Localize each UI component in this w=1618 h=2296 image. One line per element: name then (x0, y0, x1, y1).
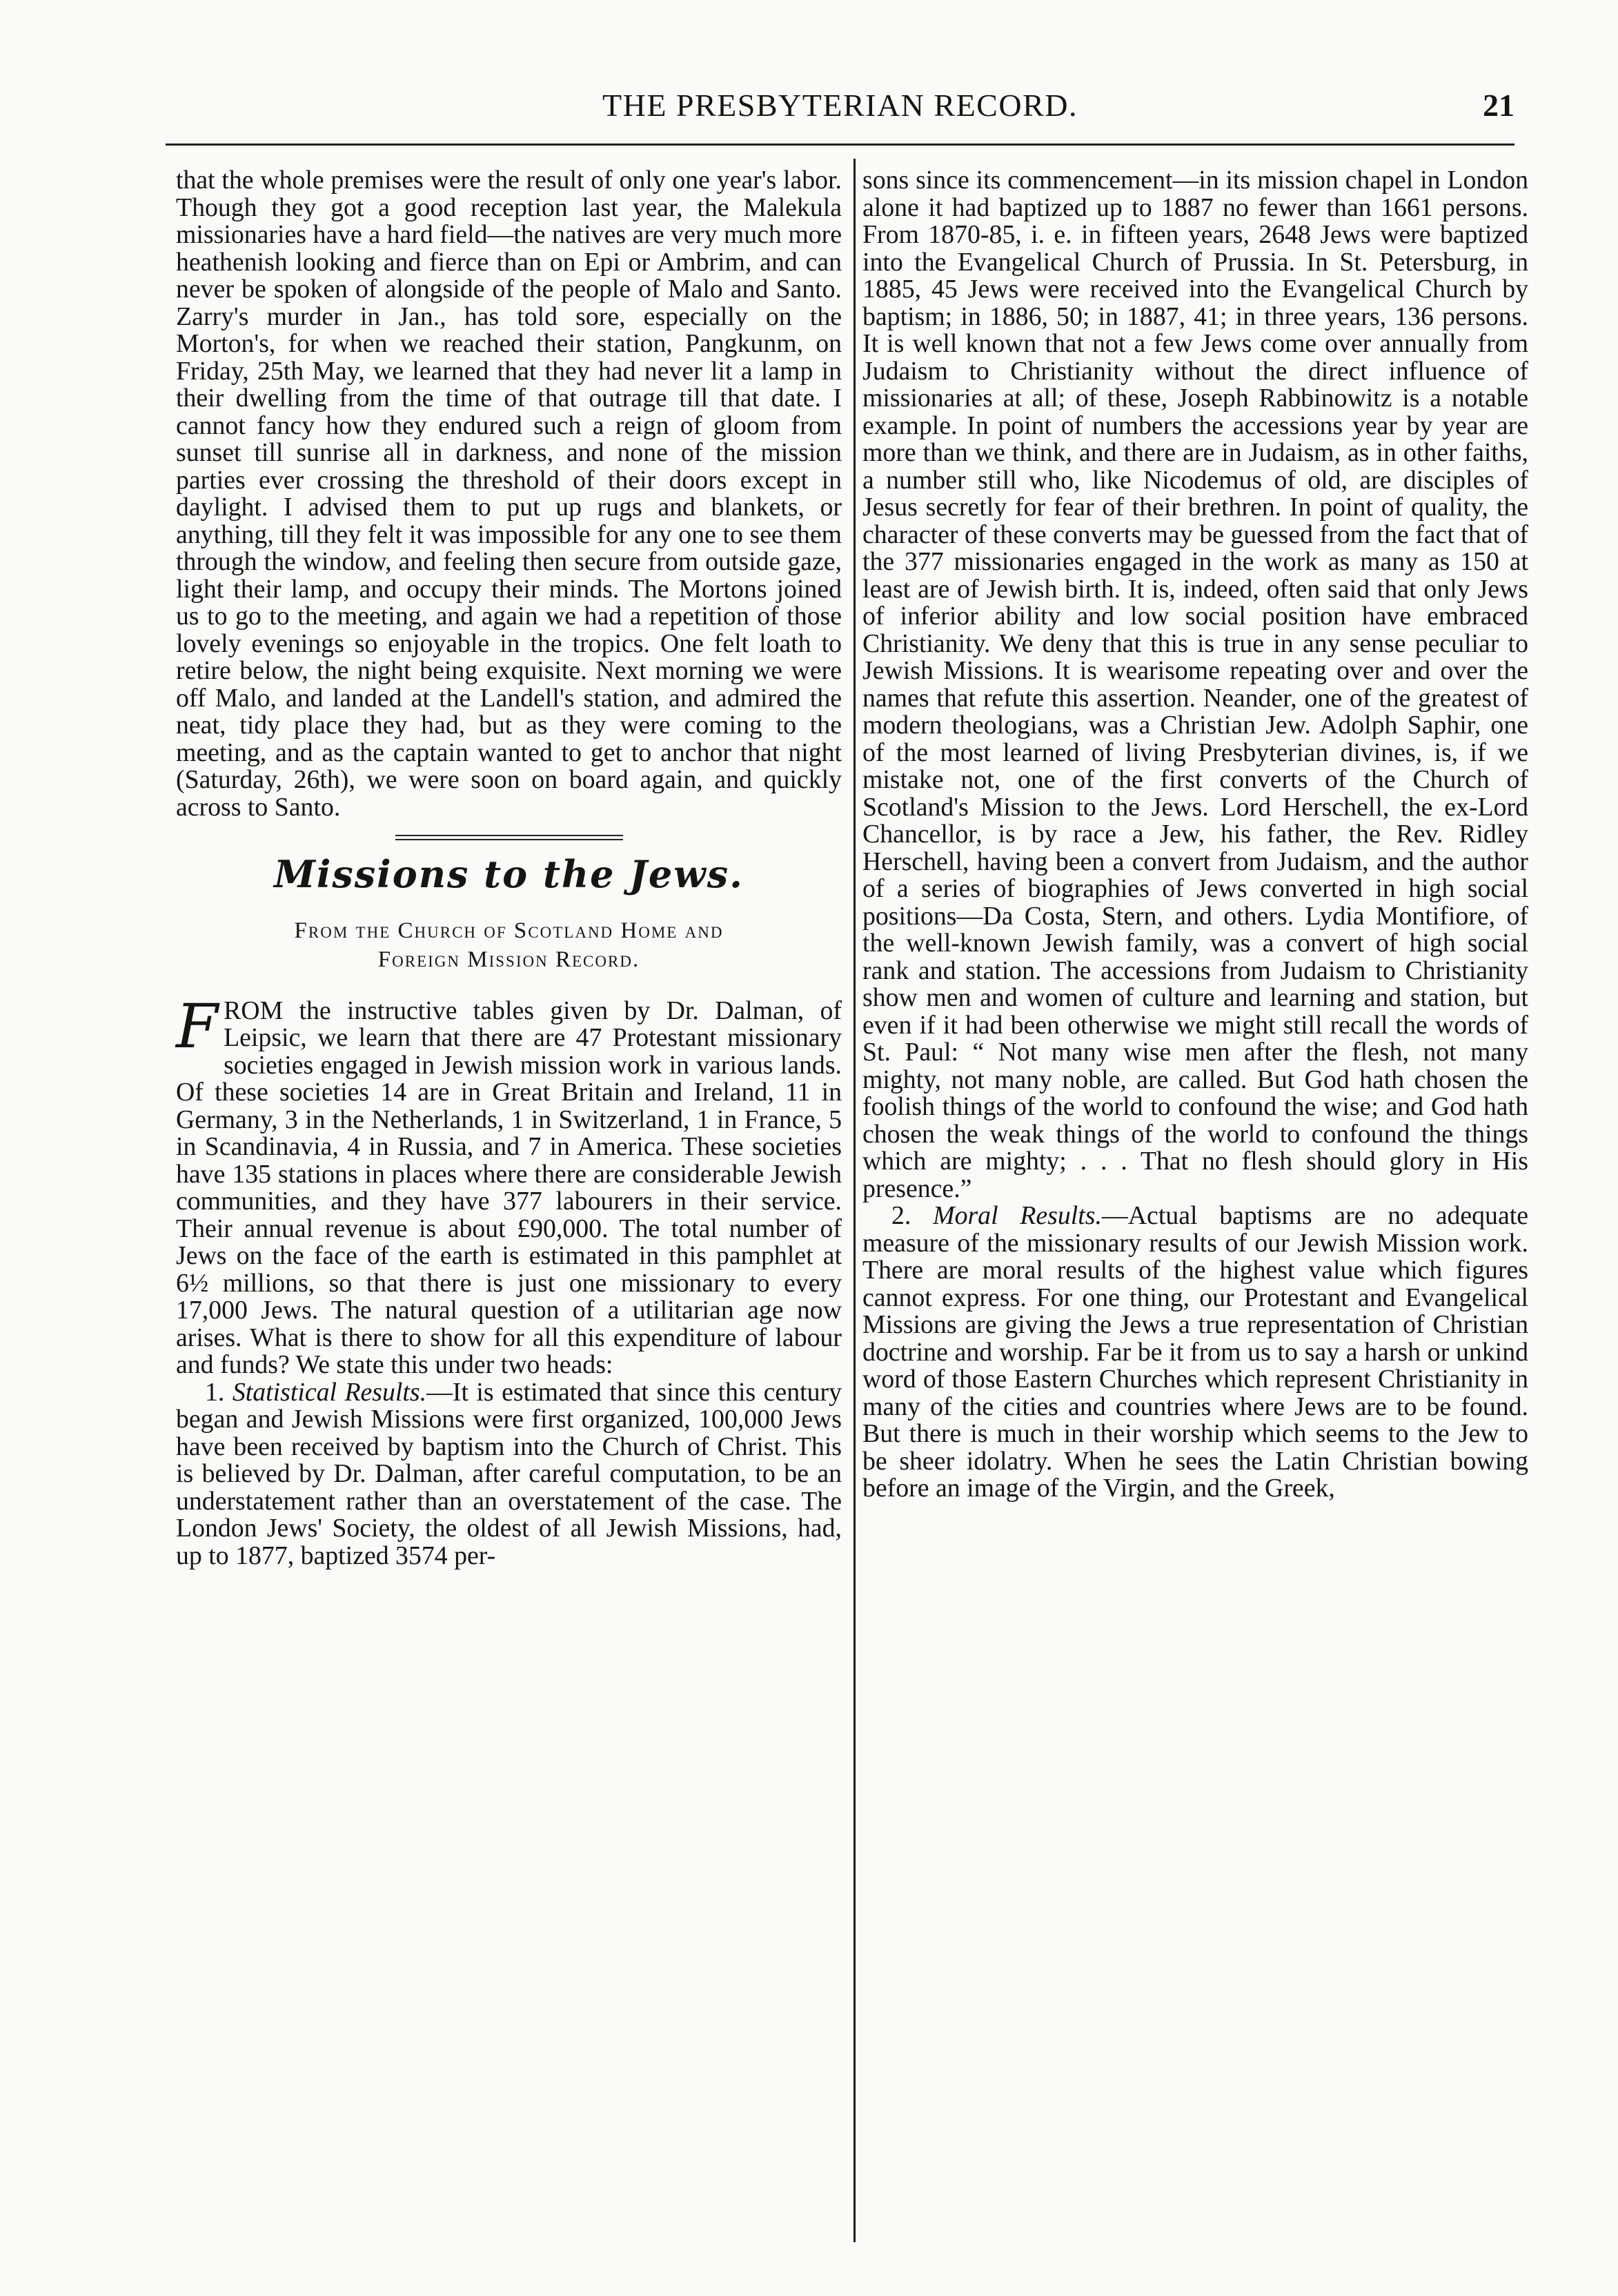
right-column (862, 167, 1528, 1503)
journal-title: THE PRESBYTERIAN RECORD. (602, 88, 1078, 123)
page-number: 21 (1483, 88, 1515, 123)
source-attribution (176, 916, 842, 974)
column-divider (854, 159, 856, 2242)
source-line-2: Foreign Mission Record. (377, 947, 640, 972)
header-rule (166, 144, 1515, 146)
article-continuation-paragraph: that the whole premises were the result of only one year's labor. Though they got a good reception last year, the Malekula missionaries have a hard field—the natives are very much more heathenish looking and fierce than on Epi or Ambrim, and can never be spoken of alongside of the people of Malo and Santo. Zarry's murder in Jan., has told sore, especially on the Morton's, for when we reached their station, Pangkunm, on Friday, 25th May, we learned that they had never lit a lamp in their dwelling from the time of that outrage till that date. I cannot fancy how they endured such a reign of gloom from sunset till sunrise all in darkness, and none of the mission parties ever crossing the threshold of their doors except in daylight. I advised them to put up rugs and blankets, or anything, till they felt it was impossible for any one to see them through the window, and feeling then secure from outside gaze, light their lamp, and occupy their minds. The Mortons joined us to go to the meeting, and again we had a repetition of those lovely evenings so enjoyable in the tropics. One felt loath to retire below, the night being exquisite. Next morning we were off Malo, and landed at the Landell's station, and admired the neat, tidy place they had, but as they were coming to the meeting, and as the captain wanted to get to anchor that night (Saturday, 26th), we were soon on board again, and quickly across to Santo. (176, 166, 842, 822)
item-title: Statistical Results. (232, 1377, 427, 1407)
source-line-1: From the Church of Scotland Home and (294, 918, 724, 943)
section-rule-bottom (395, 839, 623, 840)
left-column (176, 167, 842, 1570)
intro-paragraph (176, 990, 842, 1379)
item-text: —Actual baptisms are no adequate measure of the missionary results of our Jewish Mission work. There are moral results of the highest value which figures cannot express. For one thing, our Protestant and Evangelical Missions are giving the Jews a true representation of Christian doctrine and worship. Far be it from us to say a harsh or unkind word of those Eastern Churches which represent Christianity in many of the cities and countries where Jews are to be found. But there is much in their worship which seems to the Jew to be sheer idolatry. When he sees the Latin Christian bowing before an image of the Virgin, and the Greek, (862, 1201, 1529, 1503)
running-header (166, 81, 1515, 130)
section-rule-top (395, 835, 623, 836)
intro-paragraph-text: ROM the instructive tables given by Dr. Dalman, of Leipsic, we learn that there are 47 Protestant missionary societies engaged in Jewish mission work in various lands. Of these societies 14 are in Great Britain and Ireland, 11 in Germany, 3 in the Netherlands, 1 in Switzerland, 1 in France, 5 in Scandinavia, 4 in Russia, and 7 in America. These societies have 135 stations in places where there are considerable Jewish communities, and they have 377 labourers in their service. Their annual revenue is about £90,000. The total number of Jews on the face of the earth is estimated in this pamphlet at 6½ millions, so that there is just one missionary to every 17,000 Jews. The natural question of a utilitarian age now arises. What is there to show for all this expenditure of labour and funds? We state this under two heads: (176, 996, 842, 1379)
drop-cap: F (176, 990, 219, 1062)
continuation-paragraph: sons since its commencement—in its mission chapel in London alone it had baptized up to 1887 no fewer than 1661 persons. From 1870-85, i. e. in fifteen years, 2648 Jews were baptized into the Evangelical Church of Prussia. In St. Petersburg, in 1885, 45 Jews were received into the Evangelical Church by baptism; in 1886, 50; in 1887, 41; in three years, 136 persons. It is well known that not a few Jews come over annually from Judaism to Christianity without the direct influence of missionaries at all; of these, Joseph Rabbinowitz is a notable example. In point of numbers the accessions year by year are more than we think, and there are in Judaism, as in other faiths, a number still who, like Nicodemus of old, are disciples of Jesus secretly for fear of their brethren. In point of quality, the character of these converts may be guessed from the fact that of the 377 missionaries engaged in the work as many as 150 at least are of Jewish birth. It is, indeed, often said that only Jews of inferior ability and low social position have embraced Christianity. We deny that this is true in any sense peculiar to Jewish Missions. It is wearisome repeating over and over the names that refute this assertion. Neander, one of the greatest of modern theologians, was a Christian Jew. Adolph Saphir, one of the most learned of living Presbyterian divines, is, if we mistake not, one of the first converts of the Church of Scotland's Mission to the Jews. Lord Herschell, the ex-Lord Chancellor, is by race a Jew, his father, the Rev. Ridley Herschell, having been a convert from Judaism, and the author of a series of biographies of Jews converted in high social positions—Da Costa, Stern, and others. Lydia Montifiore, of the well-known Jewish family, was a convert of high social rank and station. The accessions from Judaism to Christianity show men and women of culture and learning and station, but even if it had been otherwise we might still recall the words of St. Paul: “ Not many wise men after the flesh, not many mighty, not many noble, are called. But God hath chosen the foolish things of the world to confound the wise; and God hath chosen the weak things of the world to confound the things which are mighty; . . . That no flesh should glory in His presence.” (862, 166, 1528, 1203)
moral-results-paragraph (862, 1203, 1528, 1503)
section-heading: Missions to the Jews. (274, 852, 744, 896)
statistical-results-paragraph (176, 1379, 842, 1570)
item-text: —It is estimated that since this century began and Jewish Missions were first organized, 100,000 Jews have been received by baptism into the Church of Christ. This is believed by Dr. Dalman, after careful computation, to be an understatement rather than an overstatement of the case. The London Jews' Society, the oldest of all Jewish Missions, had, up to 1877, baptized 3574 per- (176, 1377, 842, 1570)
item-title: Moral Results. (933, 1201, 1102, 1230)
item-number: 1. (205, 1377, 225, 1407)
item-number: 2. (891, 1201, 911, 1230)
